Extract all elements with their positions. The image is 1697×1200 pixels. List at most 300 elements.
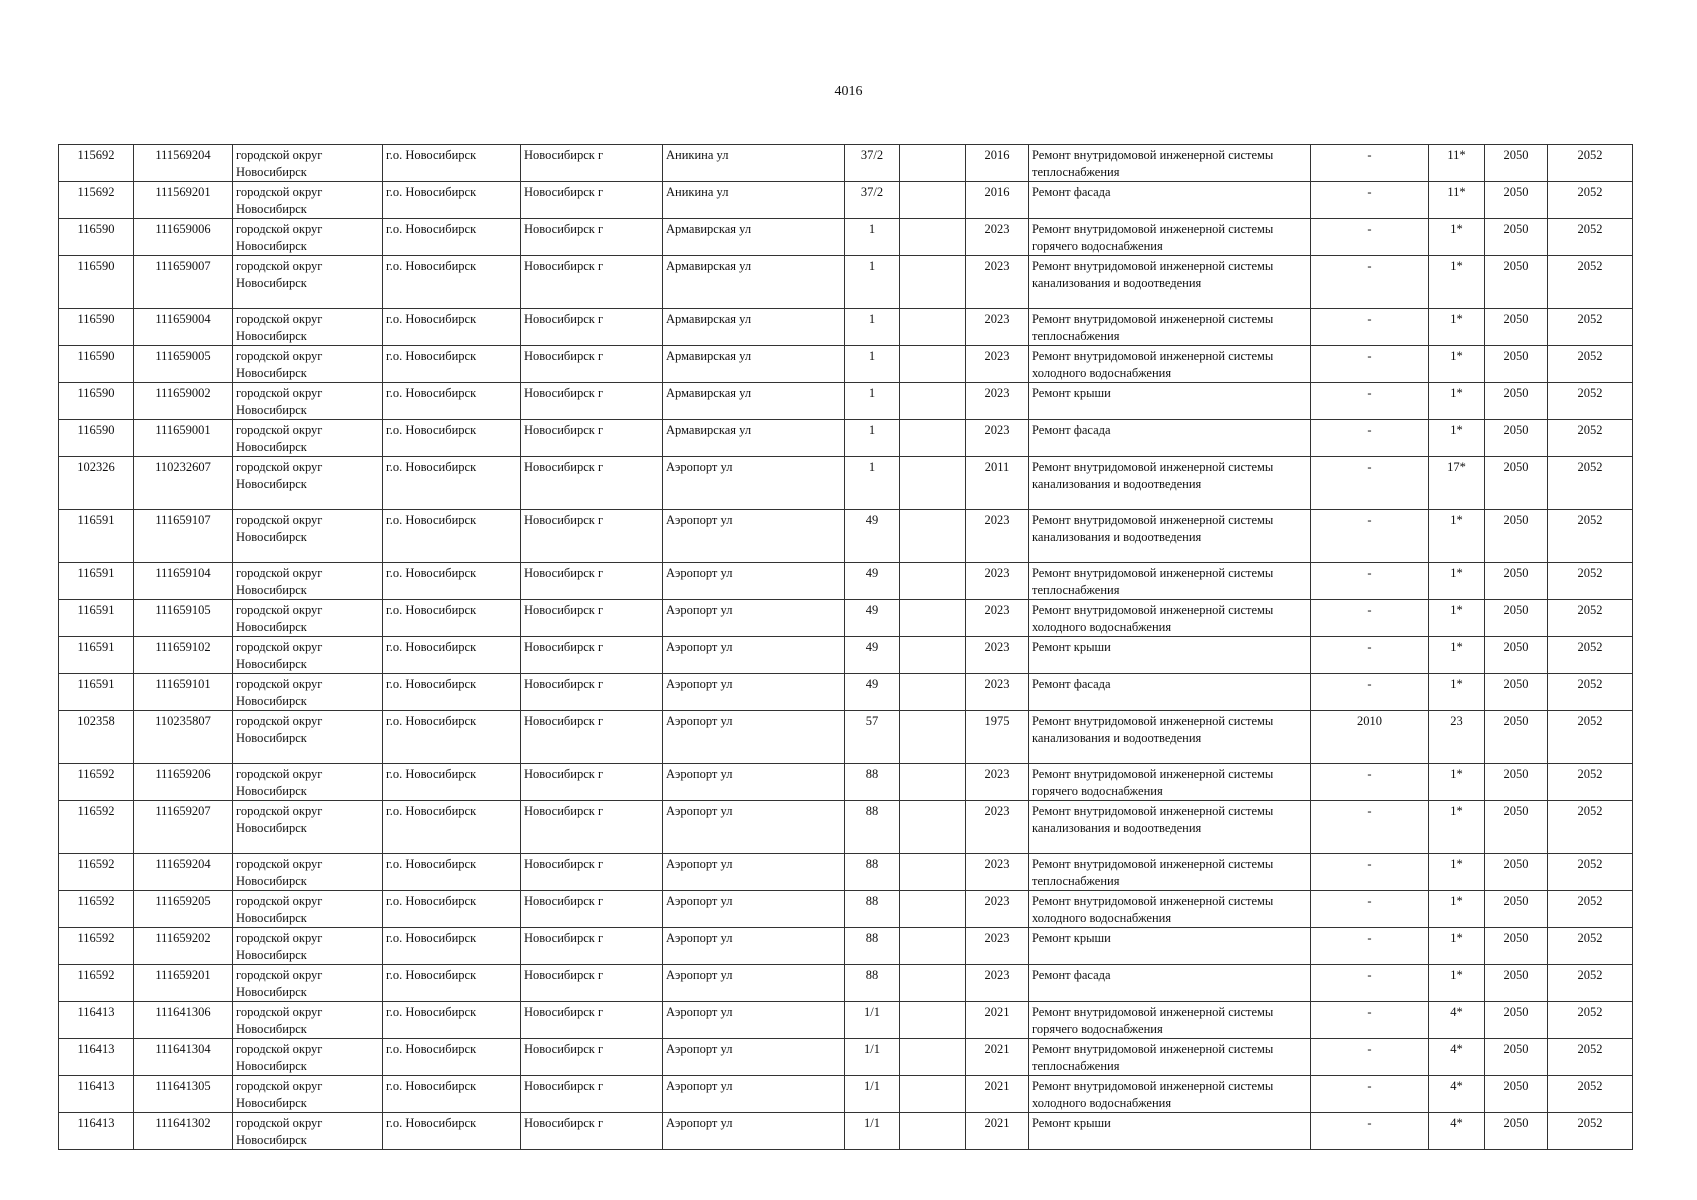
cell-municipality: городской округ Новосибирск [233, 1113, 383, 1150]
cell-last-repair-year: - [1311, 854, 1429, 891]
cell-district: г.о. Новосибирск [383, 801, 521, 854]
cell-element-id: 111659001 [134, 420, 233, 457]
cell-plan-start-year: 2050 [1485, 711, 1548, 764]
table-row [59, 854, 1633, 891]
cell-work-type: Ремонт фасада [1029, 182, 1311, 219]
table-row [59, 928, 1633, 965]
cell-work-type: Ремонт внутридомовой инженерной системы канализования и водоотведения [1029, 256, 1311, 309]
cell-plan-start-year: 2050 [1485, 182, 1548, 219]
cell-work-type: Ремонт внутридомовой инженерной системы холодного водоснабжения [1029, 891, 1311, 928]
cell-element-id: 111569201 [134, 182, 233, 219]
cell-plan-end-year: 2052 [1548, 600, 1633, 637]
cell-locality: Новосибирск г [521, 346, 663, 383]
cell-district: г.о. Новосибирск [383, 346, 521, 383]
cell-house-id: 116592 [59, 891, 134, 928]
cell-element-id: 111659004 [134, 309, 233, 346]
cell-house-number: 1 [845, 309, 900, 346]
cell-locality: Новосибирск г [521, 219, 663, 256]
cell-municipality: городской округ Новосибирск [233, 854, 383, 891]
cell-last-repair-year: - [1311, 256, 1429, 309]
table-row [59, 711, 1633, 764]
cell-house-id: 116591 [59, 510, 134, 563]
cell-building [900, 1039, 966, 1076]
cell-house-id: 116592 [59, 965, 134, 1002]
cell-service-life: 1* [1429, 764, 1485, 801]
cell-service-life: 1* [1429, 965, 1485, 1002]
cell-commission-year: 2023 [966, 256, 1029, 309]
cell-work-type: Ремонт крыши [1029, 383, 1311, 420]
cell-work-type: Ремонт внутридомовой инженерной системы теплоснабжения [1029, 854, 1311, 891]
cell-last-repair-year: - [1311, 637, 1429, 674]
cell-municipality: городской округ Новосибирск [233, 309, 383, 346]
cell-house-number: 88 [845, 764, 900, 801]
cell-work-type: Ремонт внутридомовой инженерной системы теплоснабжения [1029, 563, 1311, 600]
cell-last-repair-year: - [1311, 309, 1429, 346]
cell-service-life: 1* [1429, 674, 1485, 711]
cell-street: Аэропорт ул [663, 674, 845, 711]
cell-district: г.о. Новосибирск [383, 563, 521, 600]
cell-building [900, 145, 966, 182]
cell-plan-end-year: 2052 [1548, 256, 1633, 309]
cell-house-id: 116413 [59, 1076, 134, 1113]
cell-service-life: 23 [1429, 711, 1485, 764]
cell-locality: Новосибирск г [521, 457, 663, 510]
cell-street: Аэропорт ул [663, 801, 845, 854]
cell-district: г.о. Новосибирск [383, 145, 521, 182]
cell-street: Армавирская ул [663, 309, 845, 346]
cell-house-number: 37/2 [845, 182, 900, 219]
cell-house-id: 116590 [59, 219, 134, 256]
cell-element-id: 111659105 [134, 600, 233, 637]
table-row [59, 563, 1633, 600]
cell-service-life: 1* [1429, 219, 1485, 256]
cell-building [900, 1076, 966, 1113]
cell-house-number: 88 [845, 801, 900, 854]
cell-plan-end-year: 2052 [1548, 801, 1633, 854]
cell-municipality: городской округ Новосибирск [233, 510, 383, 563]
cell-element-id: 111659205 [134, 891, 233, 928]
cell-locality: Новосибирск г [521, 1113, 663, 1150]
cell-district: г.о. Новосибирск [383, 510, 521, 563]
cell-plan-start-year: 2050 [1485, 309, 1548, 346]
cell-element-id: 111659201 [134, 965, 233, 1002]
cell-municipality: городской округ Новосибирск [233, 764, 383, 801]
cell-locality: Новосибирск г [521, 928, 663, 965]
cell-element-id: 111641304 [134, 1039, 233, 1076]
cell-element-id: 111659101 [134, 674, 233, 711]
cell-element-id: 111641306 [134, 1002, 233, 1039]
page-number: 4016 [834, 84, 863, 99]
cell-service-life: 1* [1429, 928, 1485, 965]
cell-municipality: городской округ Новосибирск [233, 674, 383, 711]
cell-service-life: 1* [1429, 891, 1485, 928]
cell-plan-start-year: 2050 [1485, 965, 1548, 1002]
cell-commission-year: 2021 [966, 1076, 1029, 1113]
cell-municipality: городской округ Новосибирск [233, 600, 383, 637]
cell-house-number: 1 [845, 457, 900, 510]
cell-building [900, 219, 966, 256]
cell-work-type: Ремонт внутридомовой инженерной системы горячего водоснабжения [1029, 1002, 1311, 1039]
cell-last-repair-year: - [1311, 219, 1429, 256]
cell-element-id: 111659202 [134, 928, 233, 965]
cell-commission-year: 2016 [966, 182, 1029, 219]
cell-house-id: 116413 [59, 1113, 134, 1150]
cell-commission-year: 2021 [966, 1002, 1029, 1039]
cell-service-life: 11* [1429, 145, 1485, 182]
cell-last-repair-year: - [1311, 764, 1429, 801]
cell-service-life: 4* [1429, 1076, 1485, 1113]
cell-house-id: 116592 [59, 928, 134, 965]
cell-locality: Новосибирск г [521, 420, 663, 457]
cell-plan-start-year: 2050 [1485, 256, 1548, 309]
cell-street: Аэропорт ул [663, 928, 845, 965]
cell-plan-end-year: 2052 [1548, 637, 1633, 674]
cell-municipality: городской округ Новосибирск [233, 346, 383, 383]
cell-element-id: 111659005 [134, 346, 233, 383]
cell-commission-year: 2011 [966, 457, 1029, 510]
cell-service-life: 1* [1429, 256, 1485, 309]
cell-plan-start-year: 2050 [1485, 854, 1548, 891]
cell-municipality: городской округ Новосибирск [233, 145, 383, 182]
cell-house-id: 102326 [59, 457, 134, 510]
cell-plan-end-year: 2052 [1548, 854, 1633, 891]
cell-plan-end-year: 2052 [1548, 457, 1633, 510]
cell-street: Аэропорт ул [663, 891, 845, 928]
cell-element-id: 111659006 [134, 219, 233, 256]
cell-municipality: городской округ Новосибирск [233, 1002, 383, 1039]
cell-last-repair-year: - [1311, 563, 1429, 600]
cell-plan-start-year: 2050 [1485, 219, 1548, 256]
cell-plan-end-year: 2052 [1548, 1076, 1633, 1113]
cell-house-number: 1/1 [845, 1113, 900, 1150]
cell-locality: Новосибирск г [521, 256, 663, 309]
cell-plan-end-year: 2052 [1548, 219, 1633, 256]
cell-work-type: Ремонт крыши [1029, 1113, 1311, 1150]
cell-work-type: Ремонт фасада [1029, 420, 1311, 457]
cell-plan-end-year: 2052 [1548, 309, 1633, 346]
table-row [59, 510, 1633, 563]
cell-last-repair-year: - [1311, 510, 1429, 563]
cell-locality: Новосибирск г [521, 182, 663, 219]
cell-street: Аникина ул [663, 182, 845, 219]
cell-work-type: Ремонт внутридомовой инженерной системы канализования и водоотведения [1029, 510, 1311, 563]
cell-street: Аэропорт ул [663, 1039, 845, 1076]
cell-municipality: городской округ Новосибирск [233, 711, 383, 764]
cell-service-life: 1* [1429, 563, 1485, 600]
cell-district: г.о. Новосибирск [383, 420, 521, 457]
cell-street: Армавирская ул [663, 383, 845, 420]
cell-element-id: 111659102 [134, 637, 233, 674]
table-row [59, 965, 1633, 1002]
cell-plan-start-year: 2050 [1485, 1113, 1548, 1150]
cell-street: Аэропорт ул [663, 637, 845, 674]
table-row [59, 309, 1633, 346]
cell-last-repair-year: - [1311, 346, 1429, 383]
cell-district: г.о. Новосибирск [383, 764, 521, 801]
cell-locality: Новосибирск г [521, 510, 663, 563]
cell-commission-year: 2023 [966, 801, 1029, 854]
cell-house-number: 57 [845, 711, 900, 764]
cell-plan-end-year: 2052 [1548, 420, 1633, 457]
cell-plan-start-year: 2050 [1485, 510, 1548, 563]
cell-district: г.о. Новосибирск [383, 1002, 521, 1039]
cell-work-type: Ремонт внутридомовой инженерной системы канализования и водоотведения [1029, 801, 1311, 854]
cell-element-id: 111569204 [134, 145, 233, 182]
cell-plan-end-year: 2052 [1548, 1039, 1633, 1076]
cell-house-id: 116413 [59, 1002, 134, 1039]
cell-house-number: 1 [845, 383, 900, 420]
cell-house-id: 116592 [59, 854, 134, 891]
cell-service-life: 1* [1429, 383, 1485, 420]
cell-work-type: Ремонт внутридомовой инженерной системы теплоснабжения [1029, 1039, 1311, 1076]
cell-work-type: Ремонт крыши [1029, 928, 1311, 965]
cell-plan-start-year: 2050 [1485, 928, 1548, 965]
cell-house-id: 116592 [59, 801, 134, 854]
cell-locality: Новосибирск г [521, 563, 663, 600]
cell-work-type: Ремонт внутридомовой инженерной системы теплоснабжения [1029, 309, 1311, 346]
cell-last-repair-year: - [1311, 1113, 1429, 1150]
cell-locality: Новосибирск г [521, 1039, 663, 1076]
cell-locality: Новосибирск г [521, 854, 663, 891]
cell-district: г.о. Новосибирск [383, 928, 521, 965]
cell-house-id: 115692 [59, 145, 134, 182]
cell-plan-start-year: 2050 [1485, 346, 1548, 383]
cell-commission-year: 2023 [966, 309, 1029, 346]
cell-last-repair-year: - [1311, 145, 1429, 182]
cell-building [900, 854, 966, 891]
cell-locality: Новосибирск г [521, 383, 663, 420]
cell-building [900, 928, 966, 965]
cell-commission-year: 2023 [966, 928, 1029, 965]
cell-element-id: 111659107 [134, 510, 233, 563]
table-row [59, 1039, 1633, 1076]
cell-plan-end-year: 2052 [1548, 510, 1633, 563]
cell-street: Армавирская ул [663, 256, 845, 309]
cell-plan-end-year: 2052 [1548, 182, 1633, 219]
cell-work-type: Ремонт внутридомовой инженерной системы канализования и водоотведения [1029, 457, 1311, 510]
cell-house-id: 116590 [59, 346, 134, 383]
cell-building [900, 420, 966, 457]
cell-street: Аэропорт ул [663, 1076, 845, 1113]
cell-building [900, 182, 966, 219]
table-row [59, 801, 1633, 854]
cell-house-number: 37/2 [845, 145, 900, 182]
cell-municipality: городской округ Новосибирск [233, 563, 383, 600]
table-row [59, 637, 1633, 674]
table-row [59, 1113, 1633, 1150]
cell-building [900, 309, 966, 346]
cell-locality: Новосибирск г [521, 1076, 663, 1113]
cell-service-life: 1* [1429, 510, 1485, 563]
cell-plan-end-year: 2052 [1548, 674, 1633, 711]
cell-locality: Новосибирск г [521, 764, 663, 801]
cell-plan-start-year: 2050 [1485, 637, 1548, 674]
cell-work-type: Ремонт внутридомовой инженерной системы канализования и водоотведения [1029, 711, 1311, 764]
cell-service-life: 1* [1429, 801, 1485, 854]
cell-element-id: 111659002 [134, 383, 233, 420]
cell-element-id: 111659007 [134, 256, 233, 309]
cell-locality: Новосибирск г [521, 600, 663, 637]
cell-house-id: 116591 [59, 637, 134, 674]
cell-locality: Новосибирск г [521, 1002, 663, 1039]
cell-commission-year: 2023 [966, 346, 1029, 383]
cell-house-number: 1/1 [845, 1039, 900, 1076]
cell-building [900, 801, 966, 854]
cell-district: г.о. Новосибирск [383, 711, 521, 764]
cell-house-number: 49 [845, 674, 900, 711]
cell-commission-year: 1975 [966, 711, 1029, 764]
cell-service-life: 1* [1429, 309, 1485, 346]
cell-work-type: Ремонт внутридомовой инженерной системы холодного водоснабжения [1029, 346, 1311, 383]
cell-building [900, 563, 966, 600]
cell-district: г.о. Новосибирск [383, 1113, 521, 1150]
table-row [59, 145, 1633, 182]
cell-building [900, 457, 966, 510]
cell-house-id: 116591 [59, 563, 134, 600]
cell-house-id: 115692 [59, 182, 134, 219]
cell-plan-start-year: 2050 [1485, 563, 1548, 600]
cell-house-number: 1/1 [845, 1002, 900, 1039]
cell-plan-end-year: 2052 [1548, 928, 1633, 965]
cell-last-repair-year: - [1311, 1002, 1429, 1039]
cell-work-type: Ремонт внутридомовой инженерной системы горячего водоснабжения [1029, 219, 1311, 256]
cell-plan-start-year: 2050 [1485, 891, 1548, 928]
cell-commission-year: 2021 [966, 1039, 1029, 1076]
cell-building [900, 1113, 966, 1150]
cell-plan-start-year: 2050 [1485, 420, 1548, 457]
cell-house-number: 88 [845, 891, 900, 928]
cell-municipality: городской округ Новосибирск [233, 219, 383, 256]
cell-municipality: городской округ Новосибирск [233, 637, 383, 674]
cell-district: г.о. Новосибирск [383, 383, 521, 420]
cell-last-repair-year: - [1311, 1076, 1429, 1113]
cell-service-life: 17* [1429, 457, 1485, 510]
cell-work-type: Ремонт крыши [1029, 637, 1311, 674]
cell-house-id: 116590 [59, 420, 134, 457]
cell-house-id: 116591 [59, 674, 134, 711]
cell-house-number: 49 [845, 600, 900, 637]
cell-commission-year: 2023 [966, 600, 1029, 637]
cell-municipality: городской округ Новосибирск [233, 182, 383, 219]
cell-commission-year: 2023 [966, 383, 1029, 420]
cell-plan-start-year: 2050 [1485, 1002, 1548, 1039]
cell-service-life: 1* [1429, 854, 1485, 891]
cell-last-repair-year: - [1311, 182, 1429, 219]
cell-street: Аэропорт ул [663, 1113, 845, 1150]
cell-commission-year: 2023 [966, 674, 1029, 711]
cell-element-id: 110232607 [134, 457, 233, 510]
cell-service-life: 4* [1429, 1039, 1485, 1076]
cell-house-id: 102358 [59, 711, 134, 764]
cell-municipality: городской округ Новосибирск [233, 965, 383, 1002]
cell-house-number: 1 [845, 256, 900, 309]
cell-element-id: 111659204 [134, 854, 233, 891]
cell-building [900, 1002, 966, 1039]
cell-building [900, 346, 966, 383]
cell-service-life: 1* [1429, 600, 1485, 637]
cell-house-id: 116592 [59, 764, 134, 801]
table-row [59, 764, 1633, 801]
table-row [59, 346, 1633, 383]
cell-house-id: 116590 [59, 383, 134, 420]
cell-house-id: 116591 [59, 600, 134, 637]
cell-element-id: 111641305 [134, 1076, 233, 1113]
cell-plan-end-year: 2052 [1548, 1002, 1633, 1039]
cell-municipality: городской округ Новосибирск [233, 801, 383, 854]
cell-plan-start-year: 2050 [1485, 145, 1548, 182]
cell-work-type: Ремонт внутридомовой инженерной системы горячего водоснабжения [1029, 764, 1311, 801]
cell-element-id: 110235807 [134, 711, 233, 764]
cell-last-repair-year: - [1311, 928, 1429, 965]
table-row [59, 219, 1633, 256]
cell-commission-year: 2023 [966, 563, 1029, 600]
table-body [59, 145, 1633, 1150]
table-row [59, 383, 1633, 420]
cell-district: г.о. Новосибирск [383, 965, 521, 1002]
cell-street: Армавирская ул [663, 346, 845, 383]
cell-service-life: 1* [1429, 346, 1485, 383]
cell-commission-year: 2023 [966, 420, 1029, 457]
table-row [59, 420, 1633, 457]
cell-district: г.о. Новосибирск [383, 219, 521, 256]
cell-municipality: городской округ Новосибирск [233, 256, 383, 309]
cell-municipality: городской округ Новосибирск [233, 928, 383, 965]
cell-building [900, 637, 966, 674]
cell-service-life: 4* [1429, 1113, 1485, 1150]
table-row [59, 457, 1633, 510]
cell-locality: Новосибирск г [521, 674, 663, 711]
cell-house-id: 116413 [59, 1039, 134, 1076]
cell-commission-year: 2023 [966, 510, 1029, 563]
cell-work-type: Ремонт фасада [1029, 674, 1311, 711]
cell-street: Армавирская ул [663, 420, 845, 457]
cell-district: г.о. Новосибирск [383, 1039, 521, 1076]
cell-locality: Новосибирск г [521, 801, 663, 854]
cell-work-type: Ремонт внутридомовой инженерной системы теплоснабжения [1029, 145, 1311, 182]
cell-street: Аэропорт ул [663, 854, 845, 891]
cell-district: г.о. Новосибирск [383, 457, 521, 510]
cell-last-repair-year: - [1311, 891, 1429, 928]
cell-locality: Новосибирск г [521, 891, 663, 928]
table-row [59, 891, 1633, 928]
cell-street: Аэропорт ул [663, 764, 845, 801]
cell-street: Аэропорт ул [663, 711, 845, 764]
cell-plan-end-year: 2052 [1548, 145, 1633, 182]
cell-municipality: городской округ Новосибирск [233, 420, 383, 457]
cell-service-life: 1* [1429, 637, 1485, 674]
cell-district: г.о. Новосибирск [383, 674, 521, 711]
table-row [59, 1002, 1633, 1039]
cell-last-repair-year: - [1311, 383, 1429, 420]
cell-service-life: 1* [1429, 420, 1485, 457]
cell-building [900, 764, 966, 801]
cell-work-type: Ремонт фасада [1029, 965, 1311, 1002]
cell-building [900, 510, 966, 563]
cell-locality: Новосибирск г [521, 145, 663, 182]
table-row [59, 256, 1633, 309]
cell-street: Аэропорт ул [663, 1002, 845, 1039]
cell-municipality: городской округ Новосибирск [233, 891, 383, 928]
cell-street: Аэропорт ул [663, 563, 845, 600]
cell-plan-start-year: 2050 [1485, 674, 1548, 711]
cell-street: Аэропорт ул [663, 965, 845, 1002]
cell-district: г.о. Новосибирск [383, 637, 521, 674]
table-row [59, 674, 1633, 711]
cell-plan-end-year: 2052 [1548, 764, 1633, 801]
register-table [58, 144, 1633, 1150]
cell-last-repair-year: - [1311, 457, 1429, 510]
cell-commission-year: 2021 [966, 1113, 1029, 1150]
